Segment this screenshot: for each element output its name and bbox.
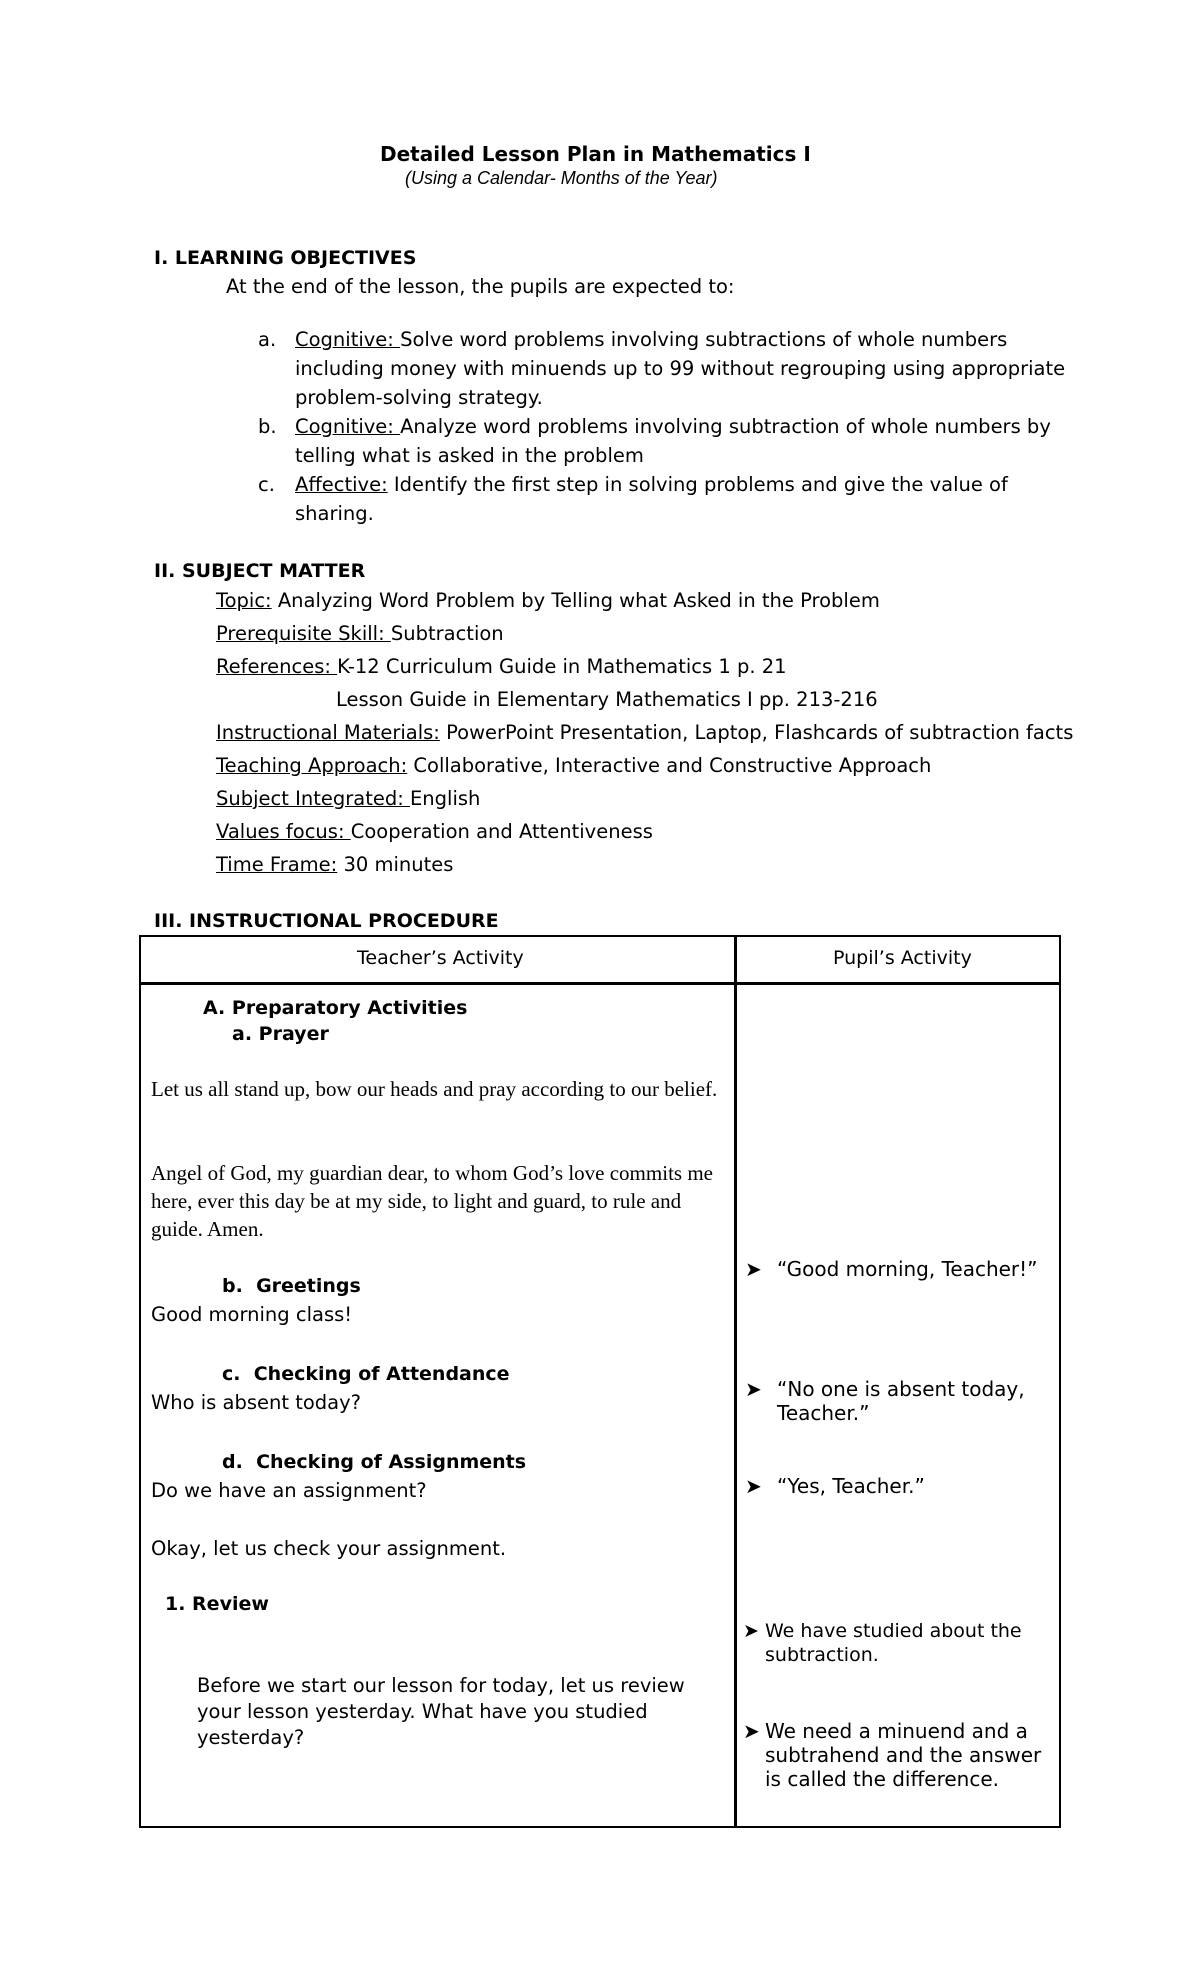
- header-divider: [141, 982, 1059, 985]
- topic-value: Analyzing Word Problem by Telling what Asked in the Problem: [271, 589, 880, 612]
- objective-label: Affective:: [295, 473, 388, 496]
- objective-text: Identify the first step in solving problems and give the value of sharing.: [295, 473, 1008, 525]
- objective-label: Cognitive:: [295, 328, 401, 351]
- greetings-text: Good morning class!: [151, 1303, 353, 1326]
- prerequisite-label: Prerequisite Skill:: [216, 622, 391, 645]
- objective-label: Cognitive:: [295, 415, 401, 438]
- materials-line: [216, 721, 1073, 744]
- objective-text: Solve word problems involving subtractions of whole numbers including money with minuends up to 99 without regrouping using appropriate problem-solving strategy.: [295, 328, 1066, 409]
- pupil-response: [745, 1257, 1055, 1281]
- attendance-letter: c.: [222, 1363, 241, 1385]
- review-text: Before we start our lesson for today, let us review your lesson yesterday. What have you studied yesterday?: [197, 1674, 685, 1749]
- topic-label: Topic:: [216, 589, 272, 612]
- pupil-response-text: We need a minuend and a subtrahend and the answer is called the difference.: [765, 1719, 1042, 1791]
- integrated-label: Subject Integrated:: [216, 787, 410, 810]
- objective-letter: c.: [258, 473, 275, 496]
- prayer-heading: a. Prayer: [232, 1023, 329, 1045]
- document-title: Detailed Lesson Plan in Mathematics I: [380, 142, 811, 166]
- prerequisite-line: [216, 622, 504, 645]
- attendance-title: Checking of Attendance: [253, 1363, 510, 1385]
- references-value: K-12 Curriculum Guide in Mathematics 1 p. 21: [337, 655, 787, 678]
- assignments-text: Do we have an assignment?: [151, 1479, 427, 1502]
- arrow-bullet-icon: ➤: [745, 1377, 762, 1401]
- values-value: Cooperation and Attentiveness: [350, 820, 653, 843]
- assignments-title: Checking of Assignments: [256, 1451, 527, 1473]
- materials-label: Instructional Materials:: [216, 721, 440, 744]
- objective-letter: b.: [258, 415, 277, 438]
- greetings-title: Greetings: [256, 1275, 361, 1297]
- objective-item: [258, 412, 1073, 470]
- references-label: References:: [216, 655, 338, 678]
- arrow-bullet-icon: ➤: [745, 1474, 762, 1498]
- topic-line: [216, 589, 880, 612]
- objectives-heading: I. LEARNING OBJECTIVES: [154, 247, 417, 269]
- greetings-heading: [222, 1275, 361, 1297]
- preparatory-heading: A. Preparatory Activities: [203, 997, 468, 1019]
- objective-item: [258, 470, 1073, 528]
- document-subtitle: (Using a Calendar- Months of the Year): [405, 168, 718, 188]
- objectives-intro: At the end of the lesson, the pupils are expected to:: [226, 275, 735, 298]
- integrated-value: English: [409, 787, 481, 810]
- arrow-bullet-icon: ➤: [743, 1620, 759, 1642]
- procedure-table: [139, 935, 1061, 1828]
- prerequisite-value: Subtraction: [390, 622, 504, 645]
- objective-text: Analyze word problems involving subtraction of whole numbers by telling what is asked in the problem: [295, 415, 1051, 467]
- prayer-intro: Let us all stand up, bow our heads and pray according to our belief.: [151, 1077, 718, 1101]
- procedure-heading: III. INSTRUCTIONAL PROCEDURE: [154, 910, 499, 932]
- teacher-column-header: Teacher’s Activity: [357, 947, 524, 969]
- references-line: [216, 655, 787, 678]
- pupil-response: [745, 1474, 1055, 1498]
- attendance-heading: [222, 1363, 510, 1385]
- materials-value: PowerPoint Presentation, Laptop, Flashcards of subtraction facts: [439, 721, 1074, 744]
- arrow-bullet-icon: ➤: [745, 1257, 762, 1281]
- assignments-check: Okay, let us check your assignment.: [151, 1537, 507, 1560]
- prayer-text: Angel of God, my guardian dear, to whom God’s love commits me here, ever this day be at my side, to light and guard, to rule and guide. Amen.: [151, 1161, 713, 1241]
- objective-letter: a.: [258, 328, 277, 351]
- timeframe-line: [216, 853, 453, 876]
- objective-item: [258, 325, 1073, 412]
- pupil-response-text: “Yes, Teacher.”: [777, 1474, 925, 1498]
- pupil-response-text: “No one is absent today, Teacher.”: [777, 1377, 1025, 1425]
- pupil-response-text: We have studied about the subtraction.: [765, 1620, 1022, 1666]
- approach-line: [216, 754, 931, 777]
- integrated-line: [216, 787, 480, 810]
- approach-label: Teaching Approach:: [216, 754, 408, 777]
- references-line-2: [336, 688, 878, 711]
- pupil-response: [743, 1619, 1053, 1667]
- timeframe-value: 30 minutes: [337, 853, 454, 876]
- review-heading: 1. Review: [165, 1593, 269, 1615]
- pupil-response: [745, 1377, 1055, 1425]
- greetings-letter: b.: [222, 1275, 243, 1297]
- values-label: Values focus:: [216, 820, 351, 843]
- timeframe-label: Time Frame:: [216, 853, 338, 876]
- pupil-response-text: “Good morning, Teacher!”: [777, 1257, 1038, 1281]
- pupil-response: [743, 1719, 1053, 1791]
- values-line: [216, 820, 653, 843]
- references-value-2: Lesson Guide in Elementary Mathematics I pp. 213-216: [336, 688, 878, 711]
- subject-matter-heading: II. SUBJECT MATTER: [154, 560, 366, 582]
- attendance-text: Who is absent today?: [151, 1391, 362, 1414]
- assignments-letter: d.: [222, 1451, 243, 1473]
- approach-value: Collaborative, Interactive and Constructive Approach: [407, 754, 932, 777]
- objectives-list: [258, 325, 1073, 528]
- assignments-heading: [222, 1451, 526, 1473]
- pupil-column-header: Pupil’s Activity: [833, 947, 972, 969]
- column-divider: [734, 937, 737, 1826]
- arrow-bullet-icon: ➤: [743, 1719, 760, 1743]
